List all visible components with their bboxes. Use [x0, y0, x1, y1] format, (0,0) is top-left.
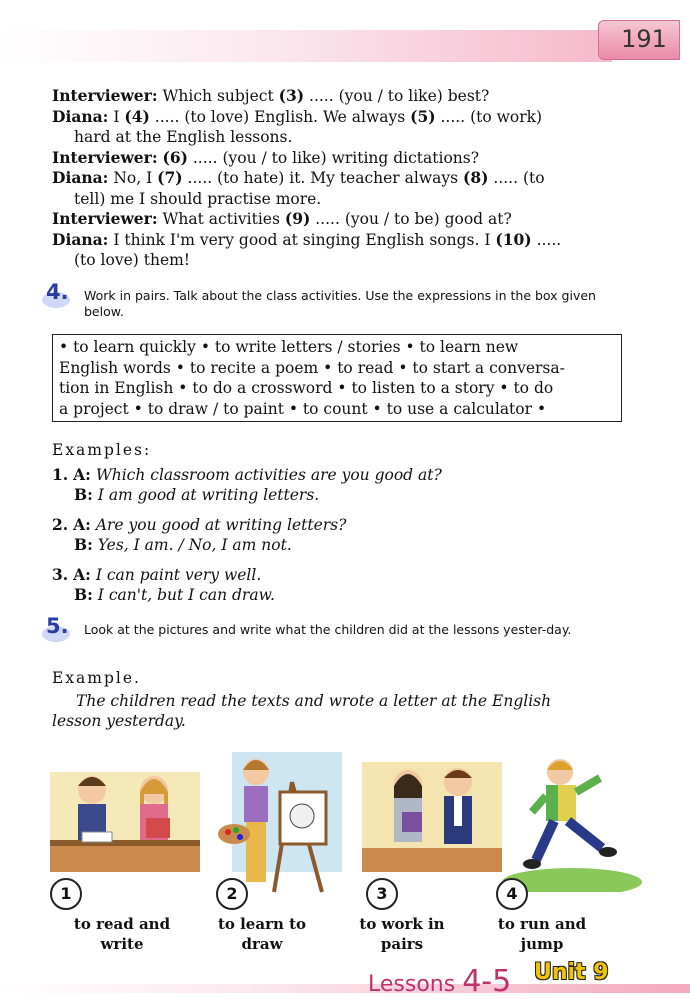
dialog-line: Diana: I think I'm very good at singing English songs. I (10) ..... (to love) them! — [52, 229, 562, 269]
picture-learn-draw — [212, 752, 352, 892]
task-number: 4. — [46, 280, 69, 304]
task-4 — [46, 280, 616, 320]
task-number: 5. — [46, 614, 69, 638]
picture-caption: to work in pairs — [359, 915, 445, 953]
example-5: Example. The children read the texts and wrote a letter at the English lesson yesterday. — [52, 668, 616, 732]
picture-number: 4 — [496, 878, 528, 910]
examples-label: Examples: — [52, 441, 152, 459]
task-instruction: Work in pairs. Talk about the class activities. Use the expressions in the box given below. — [84, 288, 596, 319]
dialog-line: Interviewer: Which subject (3) ..... (you / to like) best? — [52, 86, 490, 105]
example-item: 2. A: Are you good at writing letters? B: Yes, I am. / No, I am not. — [52, 514, 347, 554]
example-label: Example. — [52, 669, 141, 687]
dialog-line: Diana: No, I (7) ..... (to hate) it. My teacher always (8) ..... (to tell) me I should practise more. — [52, 168, 545, 208]
picture-caption: to read and write — [73, 915, 171, 953]
expressions-box: • to learn quickly • to write letters / stories • to learn new English words • to recite a poem • to read • to start a conversa- tion in English • to do a crossword • to listen to a story • to do a project • to draw / to paint • to count • to use a calculator • — [52, 334, 622, 422]
header-stripe — [0, 30, 612, 62]
picture-number: 1 — [50, 878, 82, 910]
page-number: 191 — [621, 25, 667, 53]
picture-number: 2 — [216, 878, 248, 910]
examples-section — [52, 440, 616, 606]
lessons-label: Lessons 4-5 — [368, 964, 512, 999]
picture-caption: to learn to draw — [217, 915, 307, 953]
dialog-line: Diana: I (4) ..... (to love) English. We always (5) ..... (to work) hard at the English lessons. — [52, 106, 543, 146]
example-item: 3. A: I can paint very well. B: I can't, but I can draw. — [52, 564, 275, 604]
dialog-line: Interviewer: What activities (9) ..... (you / to be) good at? — [52, 209, 512, 228]
picture-number: 3 — [366, 878, 398, 910]
task-instruction: Look at the pictures and write what the children did at the lessons yester-day. — [84, 622, 572, 637]
dialog-exercise — [52, 86, 616, 271]
task-5 — [46, 614, 616, 638]
pictures-row — [40, 752, 650, 952]
picture-read-write — [50, 752, 190, 892]
page-footer — [0, 960, 690, 999]
dialog-line: Interviewer: (6) ..... (you / to like) writing dictations? — [52, 147, 480, 167]
footer-stripe — [0, 984, 690, 993]
unit-logo: Unit 9 — [534, 960, 609, 985]
picture-work-pairs — [362, 752, 502, 892]
picture-caption: to run and jump — [497, 915, 587, 953]
example-item: 1. A: Which classroom activities are you good at? B: I am good at writing letters. — [52, 464, 442, 504]
picture-run-jump — [502, 752, 642, 892]
page-header — [0, 0, 690, 62]
